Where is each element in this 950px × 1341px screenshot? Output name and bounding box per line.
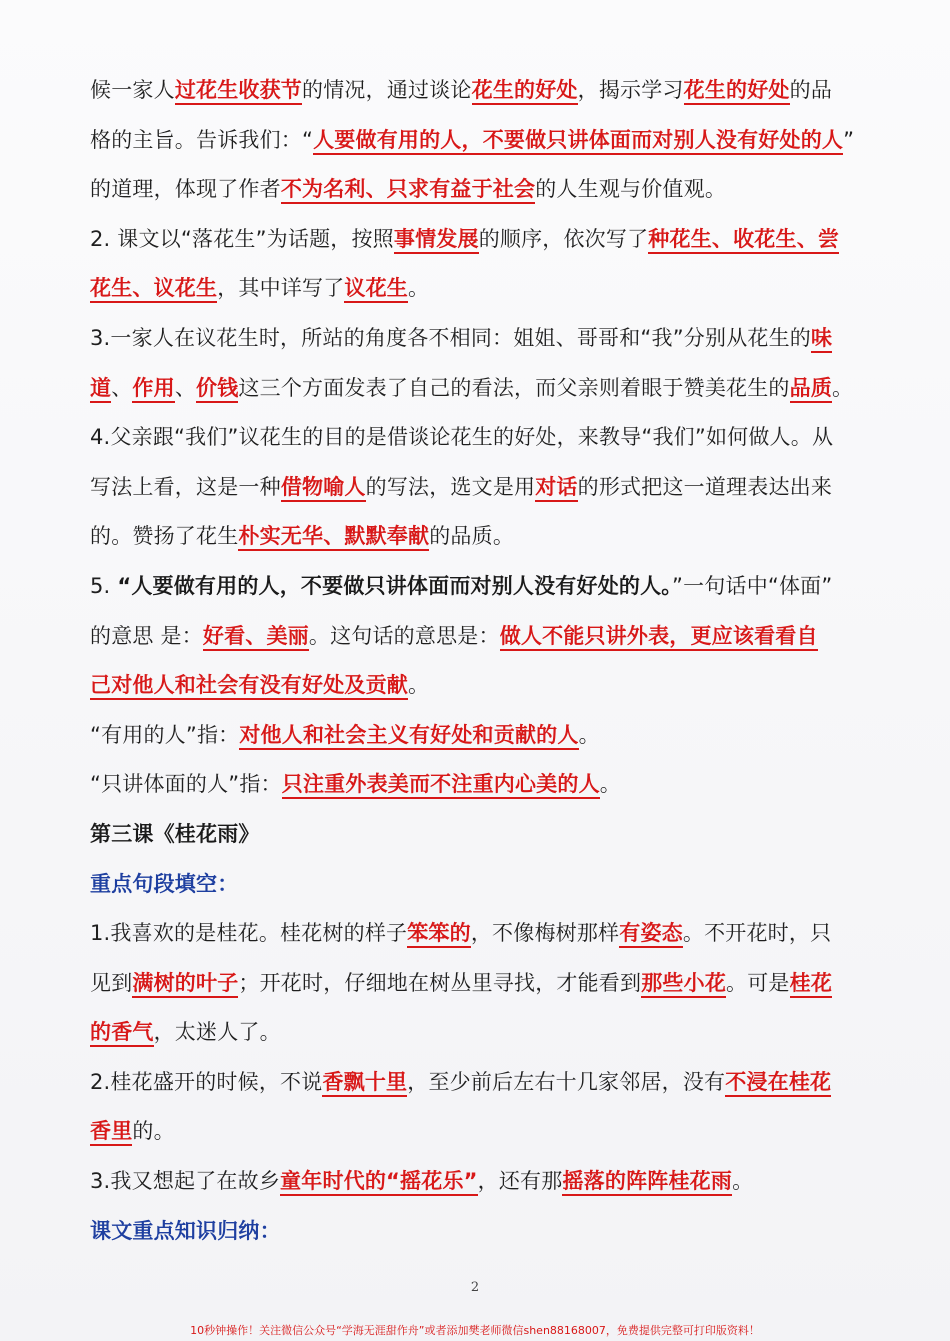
bold-text: 第三课《桂花雨》 [90,821,260,846]
text-line [90,959,865,1009]
answer-highlight: 不浸在桂花 [725,1070,831,1097]
text-segment: ，还有那 [477,1169,563,1194]
text-segment: 这三个方面发表了自己的看法，而父亲则着眼于赞美花生的 [238,375,790,400]
text-line [90,165,865,215]
text-segment: ；开花时，仔细地在树丛里寻找，才能看到 [238,970,642,995]
answer-highlight: 只注重外表美而不注重内心美的人 [282,772,600,799]
answer-highlight: 种花生、收花生、尝 [648,227,839,254]
text-segment: 。可是 [726,970,790,995]
text-segment: 的道理，体现了作者 [90,177,281,202]
text-line [90,264,865,314]
text-line [90,413,865,463]
document-body [90,66,865,1256]
text-segment: 。 [408,276,430,301]
answer-highlight: 香飘十里 [322,1070,407,1097]
answer-highlight: 借物喻人 [281,475,366,502]
text-line [90,612,865,662]
text-segment: 4.父亲跟“我们”议花生的目的是借谈论花生的好处，来教导“我们”如何做人。从 [90,425,834,450]
answer-highlight: 花生的好处 [472,78,578,105]
text-line [90,364,865,414]
text-segment: 的品质。 [429,524,515,549]
text-segment: “只讲体面的人”指： [90,772,282,797]
answer-highlight: 朴实无华、默默奉献 [238,524,429,551]
text-segment: 。 [599,772,621,797]
text-line [90,1157,865,1207]
answer-highlight: 道 [90,376,111,403]
text-line [90,215,865,265]
answer-highlight: 作用 [132,376,174,403]
section-heading: 重点句段填空： [90,871,239,896]
text-segment: 1.我喜欢的是桂花。桂花树的样子 [90,921,408,946]
text-line [90,1058,865,1108]
answer-highlight: 事情发展 [394,227,479,254]
text-segment: 2.桂花盛开的时候，不说 [90,1069,323,1094]
answer-highlight: 童年时代的“摇花乐” [280,1169,478,1196]
page-number: 2 [470,1280,480,1295]
text-segment: 。这句话的意思是： [308,623,500,648]
text-segment: 3.我又想起了在故乡 [90,1169,281,1194]
footer-notice: 10秒钟操作！关注微信公众号“学海无涯甜作舟”或者添加樊老师微信shen88168007，免费提供完整可打印版资料！ [190,1324,760,1337]
text-segment: ，揭示学习 [577,78,684,102]
text-line [90,810,865,860]
text-line [90,711,865,761]
text-segment: “有用的人”指： [90,722,240,747]
answer-highlight: 香里 [90,1119,132,1146]
text-line [90,512,865,562]
text-segment: 。 [732,1169,754,1194]
text-line [90,314,865,364]
answer-highlight: 品质 [790,376,832,403]
text-segment: 写法上看，这是一种 [90,474,281,499]
text-segment: 的。赞扬了花生 [90,524,239,549]
text-line [90,463,865,513]
answer-highlight: 笨笨的 [407,921,471,948]
text-segment: ，至少前后左右十几家邻居，没有 [407,1069,726,1094]
section-heading: 课文重点知识归纳： [90,1218,281,1243]
answer-highlight: 过花生收获节 [175,78,302,105]
text-segment: 候一家人 [90,78,175,102]
answer-highlight: 味 [811,326,832,353]
text-segment: 2. 课文以“落花生”为话题，按照 [90,226,394,251]
text-line [90,562,865,612]
answer-highlight: 好看、美丽 [203,624,309,651]
text-line [90,116,865,166]
answer-highlight: 满树的叶子 [132,971,238,998]
answer-highlight: 摇落的阵阵桂花雨 [562,1169,732,1196]
text-segment: 3.一家人在议花生时，所站的角度各不相同：姐姐、哥哥和“我”分别从花生的 [90,325,811,350]
answer-highlight: 有姿态 [619,921,683,948]
answer-highlight: 己对他人和社会有没有好处及贡献 [90,673,408,700]
text-segment: 格的主旨。告诉我们：“ [90,127,314,152]
answer-highlight: 桂花 [790,971,832,998]
text-segment: 。 [832,375,854,400]
text-line [90,1107,865,1157]
answer-highlight: 那些小花 [641,971,726,998]
text-segment: 的人生观与价值观。 [535,177,727,202]
text-segment: ，不像梅树那样 [470,921,620,946]
answer-highlight: 的香气 [90,1020,154,1047]
text-segment: 的品 [789,78,833,102]
text-segment: 。 [578,722,600,747]
answer-highlight: 议花生 [344,276,408,303]
text-line [90,661,865,711]
text-line [90,860,865,910]
text-segment: 见到 [90,970,133,995]
text-segment: 。 [408,673,430,698]
bold-text: “人要做有用的人，不要做只讲体面而对别人没有好处的人。 [117,573,673,598]
answer-highlight: 人要做有用的人，不要做只讲体面而对别人没有好处的人 [313,128,843,155]
text-line [90,1008,865,1058]
answer-highlight: 花生、议花生 [90,276,217,303]
text-segment: 的顺序，依次写了 [478,226,649,251]
answer-highlight: 花生的好处 [684,78,790,105]
text-segment: 的写法，选文是用 [365,474,536,499]
text-line [90,1207,865,1257]
answer-highlight: 不为名利、只求有益于社会 [281,177,535,204]
text-segment: ” [843,127,855,152]
answer-highlight: 价钱 [196,376,238,403]
text-segment: 。不开花时，只 [682,921,832,946]
text-segment: 的形式把这一道理表达出来 [577,474,833,499]
text-segment: 5. [90,573,118,598]
text-segment: 的意思 是： [90,623,203,648]
text-segment: ，太迷人了。 [153,1020,281,1045]
answer-highlight: 对话 [535,475,577,502]
text-segment: 、 [174,375,197,400]
text-segment: 的。 [132,1119,175,1144]
answer-highlight: 对他人和社会主义有好处和贡献的人 [239,723,578,750]
text-segment: 的情况，通过谈论 [302,78,472,102]
text-segment: 、 [111,375,133,400]
text-segment: ，其中详写了 [217,276,345,301]
answer-highlight: 做人不能只讲外表，更应该看看自 [500,624,818,651]
text-line [90,66,865,116]
text-line [90,760,865,810]
text-segment: ”一句话中“体面” [672,573,833,598]
text-line [90,909,865,959]
